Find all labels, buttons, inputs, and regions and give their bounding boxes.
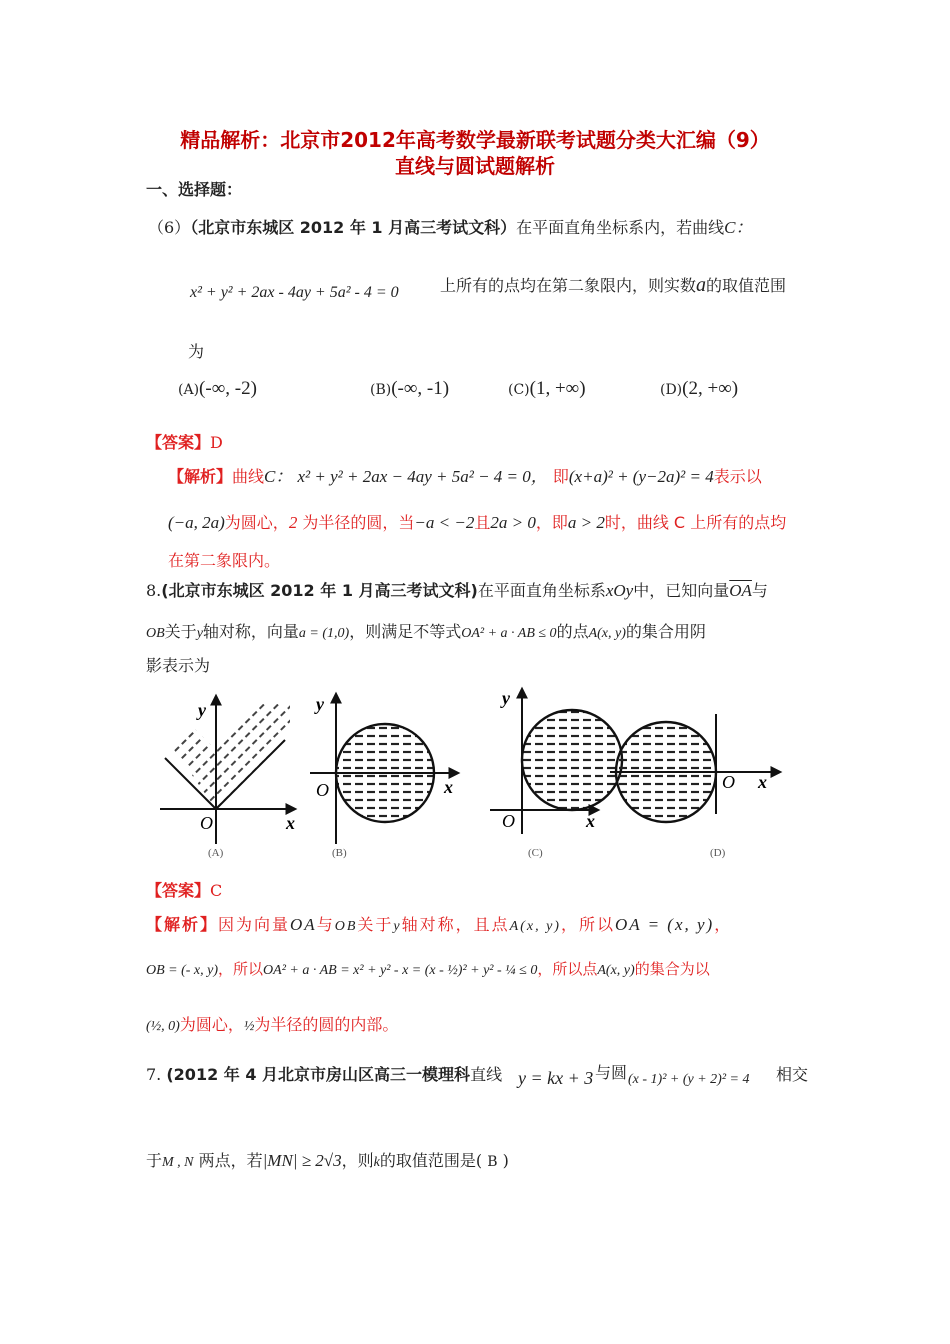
q7-circle-equation: (x - 1)² + (y + 2)² = 4 [628, 1072, 750, 1087]
q8-analysis-line1: 【解析】因为向量OA与OB关于y轴对称，且点A(x, y)，所以OA = (x, y)， [146, 915, 733, 934]
q6-stem2: 上所有的点均在第二象限内，则实数 [440, 276, 697, 295]
figure-b-y-label: y [316, 694, 324, 714]
q6-option-d: (D)(2, +∞) [660, 378, 739, 399]
figure-a-x-label: x [286, 813, 295, 833]
section-heading: 一、选择题： [146, 180, 243, 199]
figure-c-y-label: y [502, 688, 510, 708]
q6-header [148, 213, 753, 238]
q8-analysis-line3: (½, 0)为圆心，½为半径的圆的内部。 [146, 1015, 399, 1034]
figure-c-x-label: x [586, 811, 595, 831]
q6-curve-name: C： [724, 218, 753, 237]
figure-b-caption: (B) [332, 847, 347, 859]
q6-option-a: (A)(-∞, -2) [178, 378, 257, 399]
figure-d [610, 714, 780, 859]
q8-header: 8.(北京市东城区 2012 年 1 月高三考试文科)在平面直角坐标系xOy中，已知向量$\overline{OA}$与 [146, 581, 768, 600]
figure-b-x-label: x [444, 777, 453, 797]
figure-a-y-label: y [198, 700, 206, 720]
q8-answer: 【答案】C [146, 881, 223, 900]
q7-line-equation: y = kx + 3 [518, 1068, 594, 1088]
figure-a-caption: (A) [208, 847, 224, 859]
page-subtitle: 直线与圆试题解析 [395, 154, 555, 178]
figure-c-origin-label: O [502, 811, 515, 831]
q6-number: （6） [148, 218, 191, 237]
q7-line2: 于M , N 两点，若|MN| ≥ 2√3，则k的取值范围是( B ) [146, 1151, 509, 1170]
figure-c [490, 688, 622, 859]
figure-a [160, 696, 295, 859]
q7-stem3: 相交 [776, 1065, 809, 1084]
q6-var: a [696, 274, 707, 296]
figure-b-origin-label: O [316, 780, 329, 800]
q6-stem3: 的取值范围 [706, 276, 787, 295]
q6-option-b: (B)(-∞, -1) [370, 378, 450, 399]
figure-a-origin-label: O [200, 813, 213, 833]
q6-analysis-line3: 在第二象限内。 [168, 551, 281, 570]
figure-b [310, 694, 458, 859]
q6-answer: 【答案】D [146, 433, 223, 452]
q6-option-c: (C)(1, +∞) [508, 378, 586, 399]
figure-d-x-label: x [758, 772, 767, 792]
q7-stem2: 与圆 [595, 1063, 628, 1082]
q8-analysis-line2: OB = (- x, y)，所以OA² + a · AB = x² + y² - x = (x - ½)² + y² - ¼ ≤ 0，所以点A(x, y)的集合为以 [146, 960, 710, 978]
q6-equation: x² + y² + 2ax - 4ay + 5a² - 4 = 0 [190, 284, 399, 301]
q7-header: 7. (2012 年 4 月北京市房山区高三一模理科直线 [146, 1065, 503, 1084]
figure-d-origin-label: O [722, 772, 735, 792]
q6-stem1: 在平面直角坐标系内，若曲线 [516, 218, 725, 237]
figure-c-caption: (C) [528, 847, 543, 859]
q6-analysis-line2: (−a, 2a)为圆心，2 为半径的圆，当−a < −2且2a > 0，即a > 2时，曲线 C 上所有的点均 [168, 513, 787, 532]
page-title: 精品解析：北京市2012年高考数学最新联考试题分类大汇编（9） [180, 128, 770, 152]
q8-line2: OB关于y轴对称，向量a = (1,0)，则满足不等式OA² + a · AB ≤ 0的点A(x, y)的集合用阴 [146, 622, 706, 641]
q6-source: （北京市东城区 2012 年 1 月高三考试文科） [190, 218, 517, 237]
figure-d-caption: (D) [710, 847, 726, 859]
q6-stem4: 为 [188, 342, 205, 361]
q8-line3: 影表示为 [146, 656, 211, 675]
q6-analysis-line1: 【解析】曲线C： x² + y² + 2ax − 4ay + 5a² − 4 = 0， 即(x+a)² + (y−2a)² = 4表示以 [168, 467, 762, 486]
q8-figures [150, 684, 790, 864]
q6-stem2-line [440, 273, 786, 297]
